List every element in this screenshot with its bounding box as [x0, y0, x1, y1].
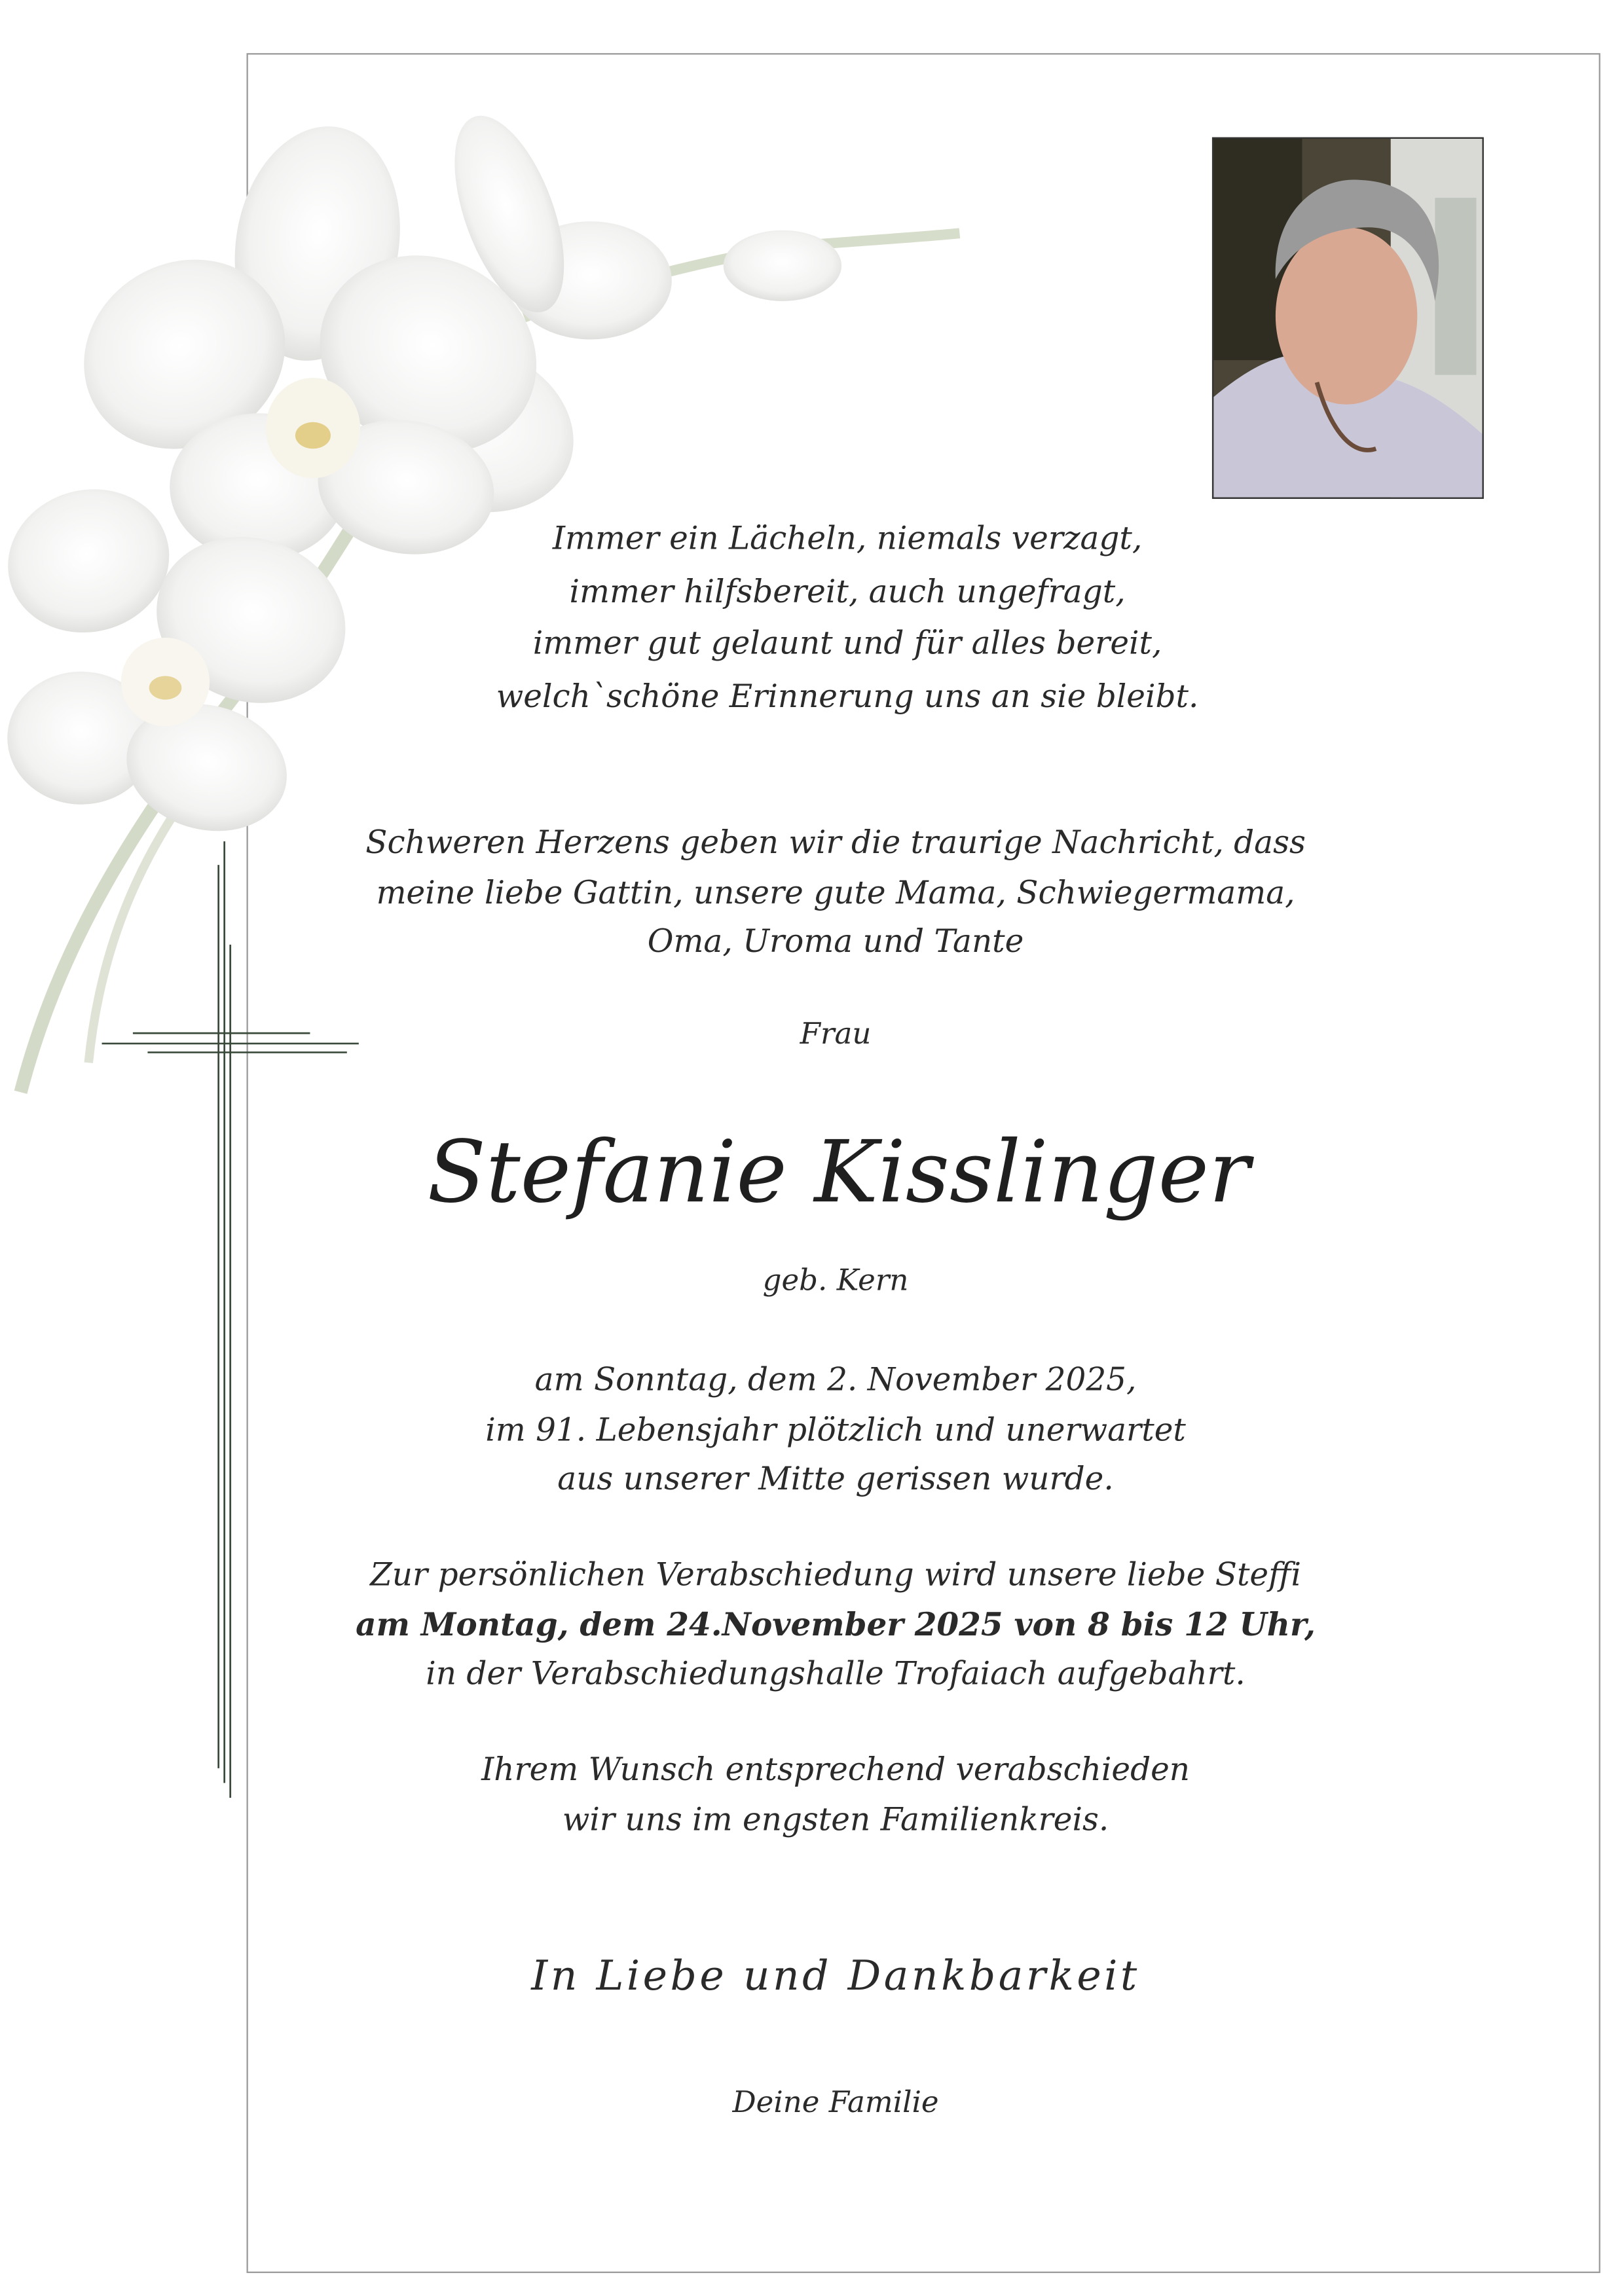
- signature: Deine Familie: [732, 2084, 939, 2120]
- wish-line: Ihrem Wunsch entsprechend verabschieden: [481, 1752, 1190, 1789]
- poem-line: immer gut gelaunt und für alles bereit,: [532, 625, 1162, 663]
- poem-line: welch`schöne Erinnerung uns an sie bleibt.: [496, 678, 1199, 716]
- portrait-photo: [1212, 137, 1484, 499]
- farewell-date: am Montag, dem 24.November 2025 von 8 bis 12 Uhr,: [356, 1607, 1316, 1644]
- poem-line: Immer ein Lächeln, niemals verzagt,: [552, 520, 1143, 558]
- announcement: [365, 819, 1306, 968]
- salutation: Frau: [800, 1015, 872, 1051]
- announcement-line: Schweren Herzens geben wir die traurige Nachricht, dass: [365, 825, 1306, 862]
- announcement-line: meine liebe Gattin, unsere gute Mama, Schwiegermama,: [376, 874, 1295, 912]
- closing-phrase: In Liebe und Dankbarkeit: [531, 1951, 1140, 2000]
- farewell-details: [356, 1551, 1316, 1700]
- birth-name: geb. Kern: [762, 1262, 909, 1298]
- wish-line: wir uns im engsten Familienkreis.: [562, 1801, 1109, 1838]
- wish: [481, 1746, 1190, 1845]
- death-details: [485, 1357, 1186, 1505]
- farewell-line: Zur persönlichen Verabschiedung wird unsere liebe Steffi: [370, 1557, 1301, 1594]
- death-line: aus unserer Mitte gerissen wurde.: [557, 1461, 1114, 1499]
- farewell-line: in der Verabschiedungshalle Trofaiach aufgebahrt.: [426, 1656, 1246, 1693]
- poem: [496, 514, 1199, 723]
- death-line: am Sonntag, dem 2. November 2025,: [534, 1362, 1137, 1400]
- deceased-name: Stefanie Kisslinger: [427, 1121, 1250, 1222]
- cross-icon: [0, 0, 384, 1815]
- death-line: im 91. Lebensjahr plötzlich und unerwartet: [485, 1412, 1186, 1449]
- announcement-line: Oma, Uroma und Tante: [647, 924, 1024, 961]
- poem-line: immer hilfsbereit, auch ungefragt,: [569, 573, 1126, 611]
